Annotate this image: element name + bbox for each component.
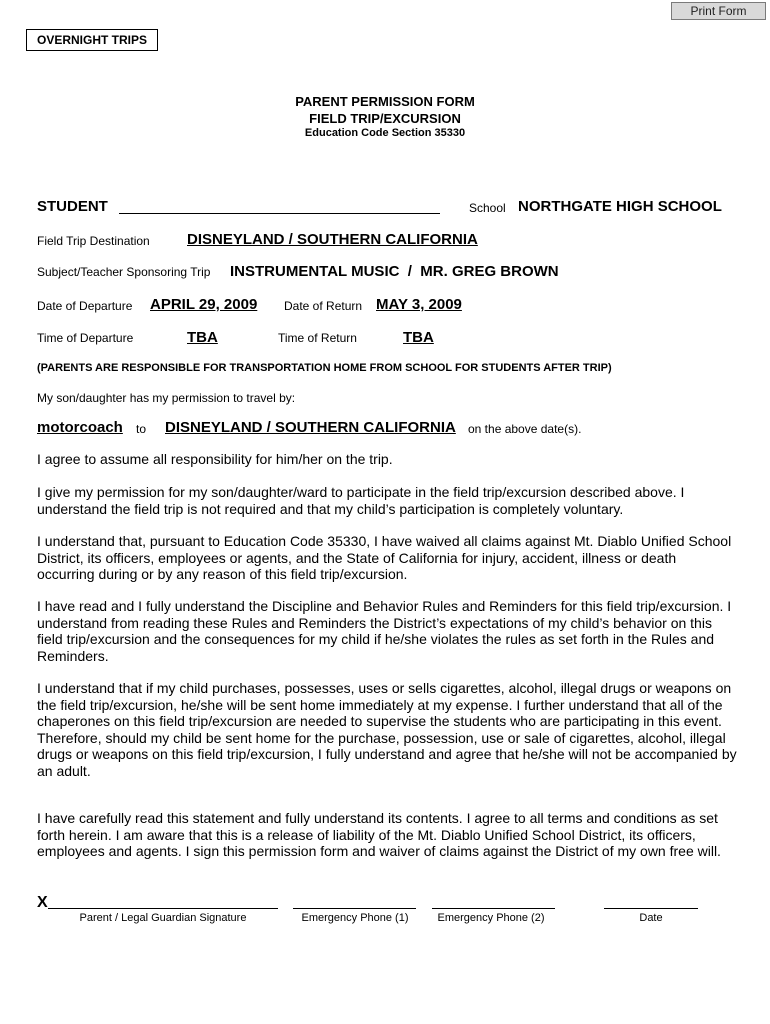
print-form-button[interactable]: Print Form [671,2,766,20]
departure-time-label: Time of Departure [37,331,134,345]
travel-suffix: on the above date(s). [468,422,582,436]
return-date-value[interactable]: MAY 3, 2009 [376,296,462,313]
travel-to: to [136,422,147,436]
emergency-phone-2-label: Emergency Phone (2) [437,912,545,924]
paragraph-responsibility: I agree to assume all responsibility for him/her on the trip. [37,451,393,467]
education-code: Education Code Section 35330 [304,127,466,139]
parent-signature-label: Parent / Legal Guardian Signature [79,912,247,924]
form-subtitle: FIELD TRIP/EXCURSION [309,111,461,126]
overnight-trips-box: OVERNIGHT TRIPS [26,29,158,51]
paragraph-permission: I give my permission for my son/daughter/ward to participate in the field trip/excursion described above. I understand the field trip is not required and that my child’s participation is completely voluntary. [37,484,685,517]
departure-time-value[interactable]: TBA [187,329,218,346]
date-line[interactable] [604,908,698,909]
emergency-phone-2-line[interactable] [432,908,555,909]
departure-date-value[interactable]: APRIL 29, 2009 [150,296,258,313]
destination-label: Field Trip Destination [37,234,150,248]
emergency-phone-1-label: Emergency Phone (1) [301,912,409,924]
travel-mode[interactable]: motorcoach [37,419,123,436]
school-value[interactable]: NORTHGATE HIGH SCHOOL [518,198,722,215]
paragraph-release: I have carefully read this statement and fully understand its contents. I agree to all terms and conditions as set forth herein. I am aware that this is a release of liability of the Mt. Diablo Unified School District, its officers, employees and agents. I sign this permission form and waiver of claims against the District of my own free will. [37,810,721,859]
form-title: PARENT PERMISSION FORM [295,94,475,109]
paragraph-waiver: I understand that, pursuant to Education Code 35330, I have waived all claims against Mt. Diablo Unified School District, its officers, employees or agents, and the State of California for injury, accident, illness or death occurring during or by any reason of this field trip/excursion. [37,533,732,582]
travel-destination[interactable]: DISNEYLAND / SOUTHERN CALIFORNIA [165,419,456,436]
destination-value[interactable]: DISNEYLAND / SOUTHERN CALIFORNIA [187,231,478,248]
return-time-value[interactable]: TBA [403,329,434,346]
date-label: Date [639,912,663,924]
sponsor-value[interactable]: INSTRUMENTAL MUSIC / MR. GREG BROWN [230,263,559,280]
transport-notice: (PARENTS ARE RESPONSIBLE FOR TRANSPORTATION HOME FROM SCHOOL FOR STUDENTS AFTER TRIP) [37,362,612,374]
departure-date-label: Date of Departure [37,299,133,313]
paragraph-rules: I have read and I fully understand the Discipline and Behavior Rules and Reminders for this field trip/excursion. I understand from reading these Rules and Reminders the District’s expectations of my child’s behavior on this field trip/excursion and the consequences for my child if he/she violates the rules as set forth in the Rules and Reminders. [37,598,732,664]
emergency-phone-1-line[interactable] [293,908,416,909]
parent-signature-line[interactable] [48,908,278,909]
return-time-label: Time of Return [278,331,357,345]
return-date-label: Date of Return [284,299,363,313]
school-label: School [469,201,506,215]
sponsor-label: Subject/Teacher Sponsoring Trip [37,265,211,279]
student-label: STUDENT [37,198,108,215]
travel-intro: My son/daughter has my permission to travel by: [37,391,296,405]
paragraph-conduct: I understand that if my child purchases, possesses, uses or sells cigarettes, alcohol, illegal drugs or weapons on the field trip/excursion, he/she will be sent home immediately at my expense. I further understand that all of the chaperones on this field trip/excursion are needed to supervise the students who are participating in this event. Therefore, should my child be sent home for the purchase, possession, use or sale of cigarettes, alcohol, illegal drugs or weapons on this field trip/excursion, I fully understand and agree that he/she will not be accompanied by an adult. [37,680,737,779]
student-field[interactable] [119,213,440,214]
signature-x-mark: X [37,894,48,911]
